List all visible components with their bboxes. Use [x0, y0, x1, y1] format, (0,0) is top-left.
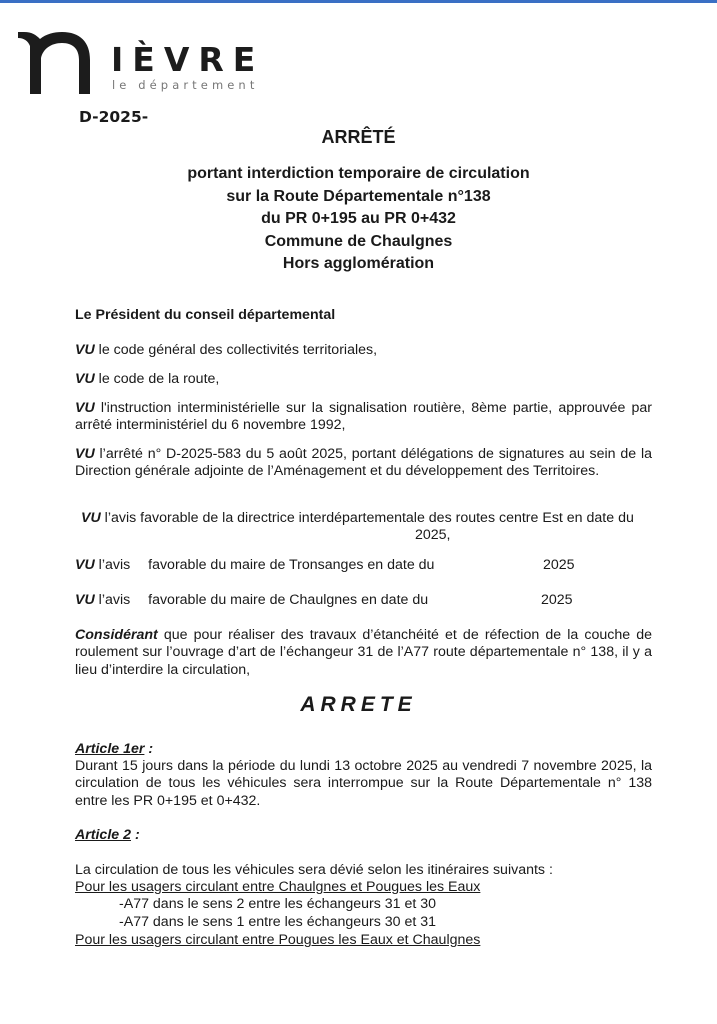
- considerant-label: Considérant: [75, 627, 158, 643]
- vu-label: VU: [75, 557, 95, 573]
- subtitle-line: Commune de Chaulgnes: [264, 232, 453, 250]
- logo-wordmark: IÈVRE: [111, 40, 265, 79]
- nievre-logo: [14, 30, 264, 100]
- route-1-heading: Pour les usagers circulant entre Chaulgnes et Pougues les Eaux: [75, 879, 481, 895]
- article-1-text: Durant 15 jours dans la période du lundi 13 octobre 2025 au vendredi 7 novembre 2025, la circulation de tous les véhicules sera interrompue sur la Route Départementale n° 138 entre les PR 0+195 et 0+432.: [75, 758, 652, 809]
- visa-text: l’avis: [98, 557, 131, 573]
- vu-label: VU: [75, 371, 95, 387]
- visa-item: [75, 371, 652, 388]
- document-title: ARRÊTÉ: [321, 127, 396, 147]
- visa-text: l'instruction interministérielle sur la signalisation routière, 8ème partie, approuvée par arrêté interministériel du 6 novembre 1992,: [75, 400, 652, 434]
- vu-label: VU: [75, 342, 95, 358]
- vu-label: VU: [81, 510, 101, 526]
- article-label: Article 1er: [75, 741, 145, 757]
- logo-n-glyph-icon: [18, 32, 94, 94]
- visa-text: l’avis: [98, 592, 131, 608]
- vu-label: VU: [75, 446, 95, 462]
- visa-item: [75, 400, 652, 435]
- article-label-suffix: :: [144, 741, 154, 757]
- visa-date: 2025: [541, 592, 573, 608]
- considerant-text: que pour réaliser des travaux d’étanchéité et de réfection de la couche de roulement sur l’ouvrage d’art de l’échangeur 31 de l’A77 route départementale n° 138, il y a lieu d’interdire la circulation,: [75, 627, 652, 678]
- document-subtitle: [0, 163, 717, 276]
- visa-text: le code de la route,: [98, 371, 220, 387]
- authority-line: Le Président du conseil départemental: [75, 307, 336, 323]
- visa-text: favorable du maire de Tronsanges en date du: [148, 557, 435, 573]
- visa-item: [75, 446, 652, 481]
- vu-label: VU: [75, 400, 95, 416]
- top-border: [0, 0, 717, 3]
- subtitle-line: sur la Route Départementale n°138: [226, 187, 491, 205]
- route-1-item: -A77 dans le sens 2 entre les échangeurs 31 et 30: [119, 896, 437, 912]
- article-1-heading: [75, 741, 652, 758]
- route-1-item: -A77 dans le sens 1 entre les échangeurs 30 et 31: [119, 914, 437, 930]
- article-label: Article 2: [75, 827, 131, 843]
- subtitle-line: portant interdiction temporaire de circulation: [187, 165, 530, 182]
- route-2-heading: Pour les usagers circulant entre Pougues les Eaux et Chaulgnes: [75, 932, 481, 948]
- visa-text: l’avis favorable de la directrice interdépartementale des routes centre Est en date du: [104, 510, 634, 526]
- subtitle-line: Hors agglomération: [282, 255, 435, 272]
- article-2-intro: La circulation de tous les véhicules sera dévié selon les itinéraires suivants :: [75, 862, 553, 878]
- vu-label: VU: [75, 592, 95, 608]
- visa-text: l’arrêté n° D-2025-583 du 5 août 2025, portant délégations de signatures au sein de la Direction générale adjointe de l’Aménagement et du développement des Territoires.: [75, 446, 652, 480]
- visa-date: 2025,: [415, 527, 451, 543]
- considerant-paragraph: [75, 627, 652, 679]
- visa-item: [75, 510, 652, 527]
- subtitle-line: du PR 0+195 au PR 0+432: [261, 210, 456, 227]
- article-label-suffix: :: [131, 827, 140, 843]
- visa-text: favorable du maire de Chaulgnes en date du: [148, 592, 429, 608]
- logo-tagline: le département: [112, 78, 259, 92]
- article-2-heading: [75, 827, 652, 844]
- decision-heading: ARRETE: [300, 693, 417, 716]
- visa-text: le code général des collectivités territoriales,: [98, 342, 378, 358]
- visa-item: [75, 342, 652, 359]
- visa-date: 2025: [543, 557, 575, 573]
- decree-reference: D-2025-: [79, 108, 149, 126]
